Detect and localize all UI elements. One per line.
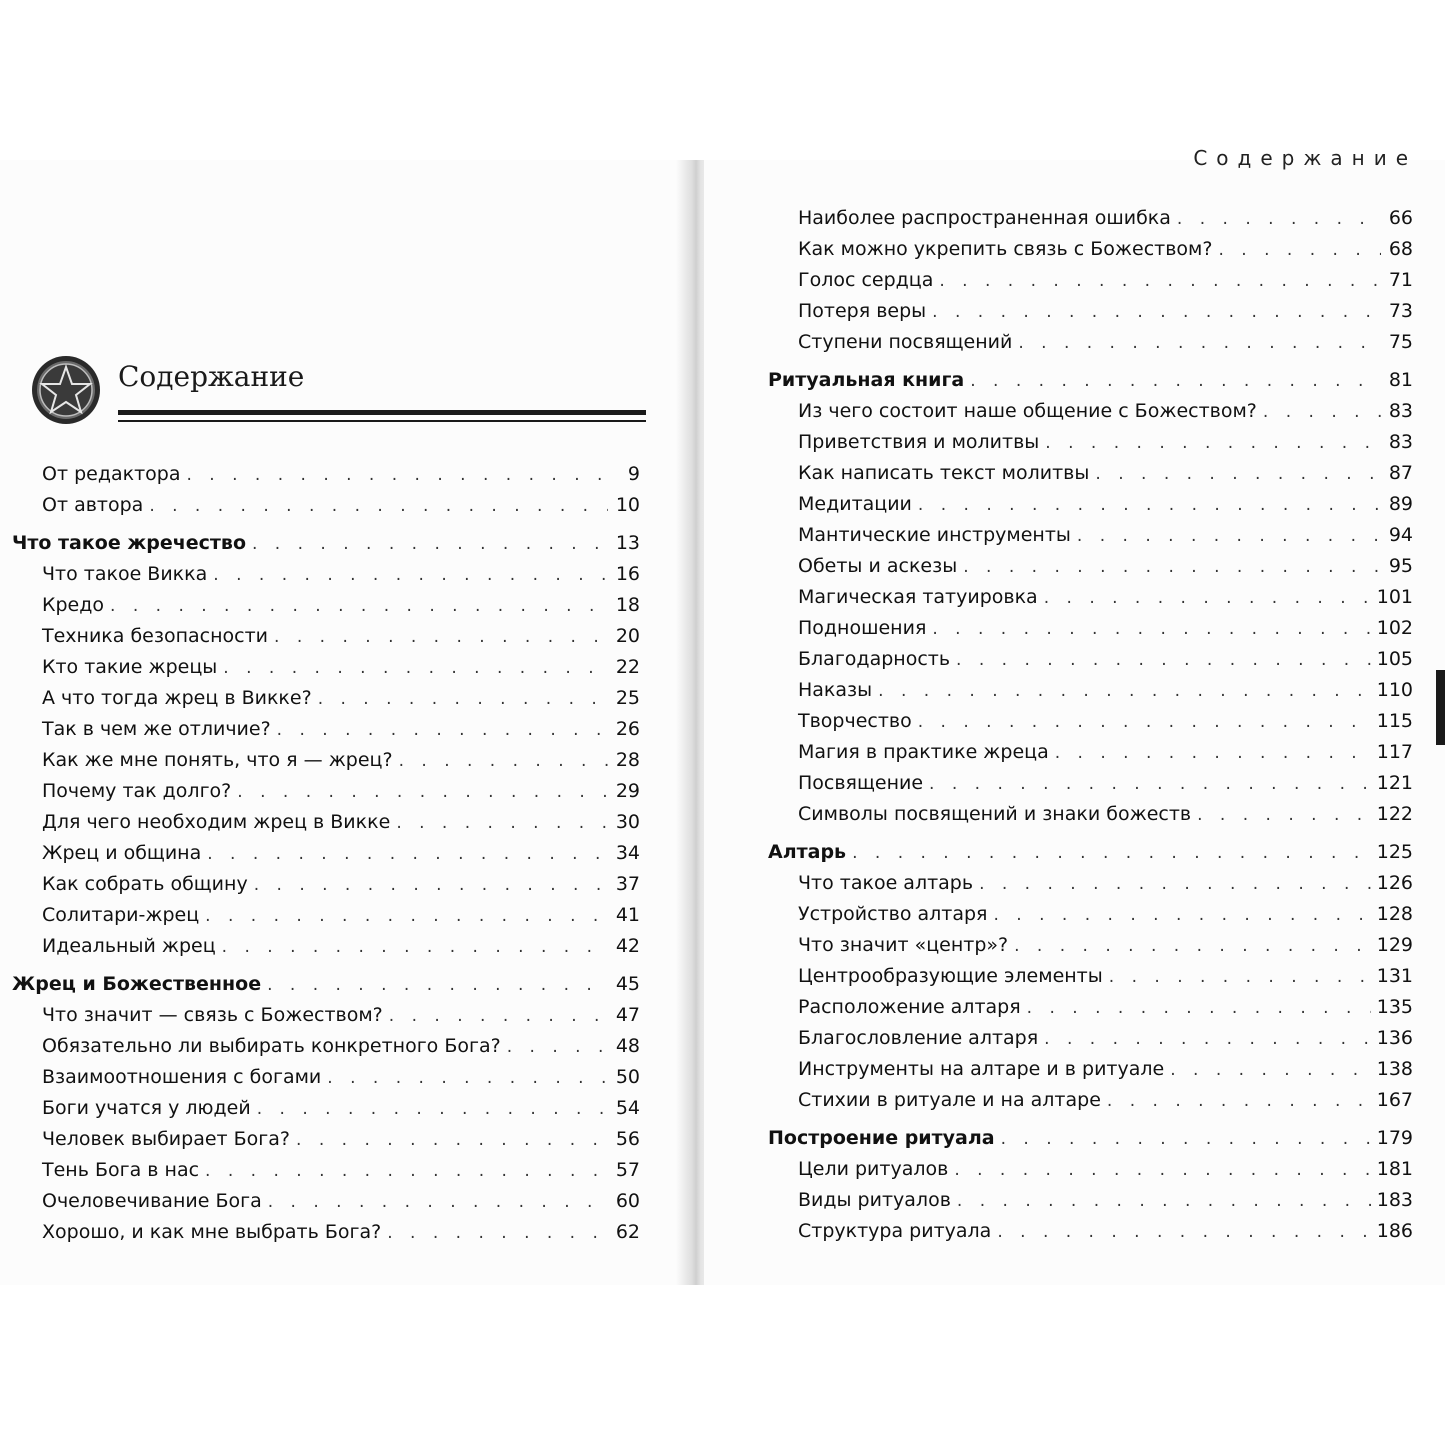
toc-page-number: 131 [1376,965,1413,987]
toc-entry-title: Тень Бога в нас [42,1159,200,1181]
toc-entry-title: Как же мне понять, что я — жрец? [42,749,393,771]
toc-entry-title: Виды ритуалов [798,1189,951,1211]
toc-entry [704,238,1413,269]
toc-page-number: 41 [615,904,640,926]
toc-entry-title: Кредо [42,594,105,616]
toc-entry [704,462,1413,493]
toc-entry-title: Идеальный жрец [42,935,216,957]
toc-page-number: 28 [615,749,640,771]
toc-page-number: 122 [1376,803,1413,825]
toc-leader-dots [994,905,1371,925]
toc-entry [0,594,640,625]
title-rule-thick [118,410,646,415]
toc-leader-dots [274,627,608,647]
toc-page-number: 117 [1376,741,1413,763]
toc-entry [0,463,640,494]
toc-entry-title: Так в чем же отличие? [42,718,271,740]
toc-entry [704,903,1413,934]
toc-entry-title: Построение ритуала [768,1127,995,1149]
toc-entry-title: Посвящение [798,772,924,794]
toc-entry-title: Стихии в ритуале и на алтаре [798,1089,1101,1111]
toc-page-number: 26 [615,718,640,740]
toc-entry [0,1004,640,1035]
toc-page-number: 66 [1388,207,1413,229]
toc-page-number: 110 [1376,679,1413,701]
toc-leader-dots [957,1191,1371,1211]
toc-page-number: 42 [615,935,640,957]
toc-page-number: 54 [615,1097,640,1119]
toc-entry-title: Что значит — связь с Божеством? [42,1004,383,1026]
toc-page-number: 83 [1388,431,1413,453]
toc-entry [0,718,640,749]
toc-entry-title: Что такое алтарь [798,872,974,894]
toc-entry [704,300,1413,331]
toc-entry [704,207,1413,238]
toc-entry [704,269,1413,300]
toc-leader-dots [1107,1091,1371,1111]
toc-leader-dots [929,774,1371,794]
toc-entry-title: Магия в практике жреца [798,741,1049,763]
toc-entry [0,1159,640,1190]
toc-page-number: 18 [615,594,640,616]
toc-entry [0,935,640,966]
toc-leader-dots [110,596,608,616]
toc-entry-title: Человек выбирает Бога? [42,1128,291,1150]
toc-leader-dots [1095,464,1381,484]
toc-page-number: 71 [1388,269,1413,291]
toc-entry-title: Как собрать общину [42,873,248,895]
toc-page-number: 121 [1376,772,1413,794]
toc-leader-dots [257,1099,608,1119]
toc-leader-dots [318,689,608,709]
toc-entry [704,1158,1413,1189]
toc-entry [704,648,1413,679]
toc-page-number: 105 [1376,648,1413,670]
toc-entry [704,741,1413,772]
toc-entry-title: Наказы [798,679,873,701]
toc-page-number: 10 [615,494,640,516]
toc-leader-dots [237,782,608,802]
toc-entry [704,803,1413,834]
toc-leader-dots [222,937,608,957]
toc-list-left [0,463,640,1252]
toc-entry [704,1058,1413,1089]
toc-entry-title: Наиболее распространенная ошибка [798,207,1171,229]
toc-leader-dots [1218,240,1381,260]
pentacle-icon [30,354,102,426]
toc-leader-dots [878,681,1371,701]
toc-chapter [704,362,1413,400]
toc-entry-title: Кто такие жрецы [42,656,218,678]
toc-leader-dots [223,658,608,678]
page-title: Содержание [118,360,305,393]
toc-entry-title: Как можно укрепить связь с Божеством? [798,238,1213,260]
toc-entry-title: Благодарность [798,648,951,670]
toc-page-number: 34 [615,842,640,864]
toc-entry [0,904,640,935]
toc-leader-dots [1044,588,1371,608]
toc-page-number: 48 [615,1035,640,1057]
toc-leader-dots [296,1130,608,1150]
toc-leader-dots [389,1006,608,1026]
toc-entry-title: Расположение алтаря [798,996,1021,1018]
toc-entry [0,842,640,873]
toc-page-number: 89 [1388,493,1413,515]
toc-leader-dots [277,720,608,740]
toc-entry [0,1128,640,1159]
toc-leader-dots [1027,998,1371,1018]
toc-entry [704,772,1413,803]
toc-entry-title: Медитации [798,493,912,515]
toc-entry [0,1066,640,1097]
toc-leader-dots [507,1037,608,1057]
toc-entry-title: Приветствия и молитвы [798,431,1040,453]
toc-leader-dots [1077,526,1381,546]
toc-entry [0,563,640,594]
toc-entry [704,493,1413,524]
toc-entry [704,934,1413,965]
toc-entry-title: Боги учатся у людей [42,1097,251,1119]
toc-leader-dots [327,1068,608,1088]
toc-entry-title: Почему так долго? [42,780,232,802]
running-head: Содержание [1193,146,1417,170]
toc-leader-dots [1014,936,1371,956]
toc-leader-dots [149,496,608,516]
toc-leader-dots [970,371,1381,391]
toc-entry [0,656,640,687]
toc-entry-title: Магическая татуировка [798,586,1038,608]
toc-leader-dots [1263,402,1381,422]
toc-page-number: 186 [1376,1220,1413,1242]
toc-entry-title: А что тогда жрец в Викке? [42,687,312,709]
toc-page-number: 20 [615,625,640,647]
toc-page-number: 47 [615,1004,640,1026]
toc-entry [704,1189,1413,1220]
toc-entry-title: Мантические инструменты [798,524,1071,546]
toc-page-number: 22 [615,656,640,678]
toc-entry [704,710,1413,741]
toc-page-number: 56 [615,1128,640,1150]
toc-list-right [704,207,1413,1251]
toc-entry [704,679,1413,710]
toc-entry-title: Что значит «центр»? [798,934,1009,956]
toc-page-number: 45 [615,973,640,995]
toc-leader-dots [1018,333,1381,353]
toc-leader-dots [852,843,1371,863]
toc-page-number: 125 [1376,841,1413,863]
toc-leader-dots [1055,743,1371,763]
toc-entry [0,780,640,811]
toc-entry-title: Голос сердца [798,269,934,291]
toc-page-number: 129 [1376,934,1413,956]
toc-entry [0,494,640,525]
toc-page-number: 73 [1388,300,1413,322]
toc-leader-dots [186,465,608,485]
toc-entry [704,400,1413,431]
toc-entry-title: Жрец и Божественное [12,973,262,995]
toc-entry-title: Ступени посвящений [798,331,1013,353]
toc-page-number: 126 [1376,872,1413,894]
toc-page-number: 30 [615,811,640,833]
toc-leader-dots [267,975,608,995]
toc-entry-title: Солитари-жрец [42,904,200,926]
toc-page-number: 57 [615,1159,640,1181]
toc-entry-title: Устройство алтаря [798,903,988,925]
toc-entry [0,873,640,904]
toc-page-number: 102 [1376,617,1413,639]
right-page [704,146,1445,1285]
toc-entry [704,586,1413,617]
toc-leader-dots [213,565,608,585]
toc-entry [704,524,1413,555]
toc-entry [0,1035,640,1066]
toc-leader-dots [1001,1129,1371,1149]
toc-page-number: 136 [1376,1027,1413,1049]
toc-entry-title: Благословление алтаря [798,1027,1039,1049]
title-rule-thin [118,420,646,422]
toc-chapter [0,525,640,563]
toc-leader-dots [1044,1029,1371,1049]
toc-page-number: 138 [1376,1058,1413,1080]
toc-entry [0,1097,640,1128]
toc-leader-dots [918,495,1381,515]
toc-leader-dots [932,302,1381,322]
toc-leader-dots [939,271,1381,291]
toc-entry-title: Взаимоотношения с богами [42,1066,322,1088]
toc-entry [704,996,1413,1027]
toc-entry-title: Для чего необходим жрец в Викке [42,811,391,833]
toc-chapter [0,966,640,1004]
toc-leader-dots [387,1223,608,1243]
toc-leader-dots [252,534,608,554]
book-spread [0,146,1445,1285]
toc-leader-dots [205,1161,608,1181]
toc-leader-dots [932,619,1370,639]
toc-leader-dots [954,1160,1370,1180]
toc-entry-title: Как написать текст молитвы [798,462,1090,484]
toc-entry [704,1089,1413,1120]
toc-entry-title: Жрец и община [42,842,202,864]
toc-leader-dots [268,1192,608,1212]
toc-leader-dots [963,557,1381,577]
toc-entry-title: Алтарь [768,841,847,863]
toc-entry-title: От автора [42,494,144,516]
toc-entry [704,331,1413,362]
page-edge-tab [1436,670,1445,745]
toc-page-number: 179 [1376,1127,1413,1149]
toc-chapter [704,834,1413,872]
toc-page-number: 181 [1376,1158,1413,1180]
toc-entry-title: Обязательно ли выбирать конкретного Бога? [42,1035,501,1057]
toc-page-number: 183 [1376,1189,1413,1211]
toc-entry-title: Ритуальная книга [768,369,965,391]
toc-page-number: 60 [615,1190,640,1212]
toc-page-number: 135 [1376,996,1413,1018]
toc-leader-dots [918,712,1371,732]
toc-entry-title: Творчество [798,710,912,732]
toc-entry [0,1190,640,1221]
toc-entry [0,687,640,718]
toc-entry-title: Символы посвящений и знаки божеств [798,803,1192,825]
toc-page-number: 62 [615,1221,640,1243]
toc-page-number: 94 [1388,524,1413,546]
toc-entry [704,617,1413,648]
toc-page-number: 37 [615,873,640,895]
toc-page-number: 83 [1388,400,1413,422]
toc-leader-dots [997,1222,1370,1242]
toc-page-number: 95 [1388,555,1413,577]
toc-entry-title: Что такое жречество [12,532,246,554]
toc-page-number: 115 [1376,710,1413,732]
toc-page-number: 167 [1376,1089,1413,1111]
left-page [0,160,690,1285]
toc-page-number: 101 [1376,586,1413,608]
toc-leader-dots [1177,209,1381,229]
toc-leader-dots [1109,967,1371,987]
toc-leader-dots [1170,1060,1371,1080]
toc-page-number: 68 [1388,238,1413,260]
toc-entry-title: Очеловечивание Бога [42,1190,262,1212]
toc-entry [704,431,1413,462]
toc-page-number: 29 [615,780,640,802]
toc-entry [0,749,640,780]
toc-entry-title: Цели ритуалов [798,1158,949,1180]
toc-entry [704,1220,1413,1251]
toc-page-number: 87 [1388,462,1413,484]
toc-page-number: 9 [627,463,640,485]
toc-entry-title: Структура ритуала [798,1220,992,1242]
toc-entry-title: Из чего состоит наше общение с Божеством? [798,400,1257,422]
toc-page-number: 25 [615,687,640,709]
toc-leader-dots [1045,433,1381,453]
toc-entry [0,1221,640,1252]
toc-entry-title: Техника безопасности [42,625,269,647]
toc-entry [704,872,1413,903]
toc-entry [0,625,640,656]
toc-page-number: 16 [615,563,640,585]
toc-leader-dots [254,875,608,895]
toc-leader-dots [205,906,608,926]
toc-page-number: 50 [615,1066,640,1088]
toc-entry-title: Центрообразующие элементы [798,965,1103,987]
toc-entry-title: От редактора [42,463,181,485]
toc-page-number: 13 [615,532,640,554]
toc-entry [704,555,1413,586]
toc-entry [0,811,640,842]
toc-leader-dots [396,813,608,833]
toc-page-number: 81 [1388,369,1413,391]
toc-entry [704,965,1413,996]
toc-leader-dots [1197,805,1371,825]
toc-leader-dots [979,874,1371,894]
toc-entry-title: Потеря веры [798,300,927,322]
toc-entry-title: Инструменты на алтаре и в ритуале [798,1058,1165,1080]
toc-entry-title: Хорошо, и как мне выбрать Бога? [42,1221,382,1243]
toc-entry-title: Обеты и аскезы [798,555,958,577]
toc-leader-dots [207,844,608,864]
toc-leader-dots [399,751,608,771]
toc-entry-title: Подношения [798,617,927,639]
toc-page-number: 75 [1388,331,1413,353]
toc-entry-title: Что такое Викка [42,563,208,585]
toc-entry [704,1027,1413,1058]
toc-chapter [704,1120,1413,1158]
toc-leader-dots [956,650,1371,670]
toc-page-number: 128 [1376,903,1413,925]
